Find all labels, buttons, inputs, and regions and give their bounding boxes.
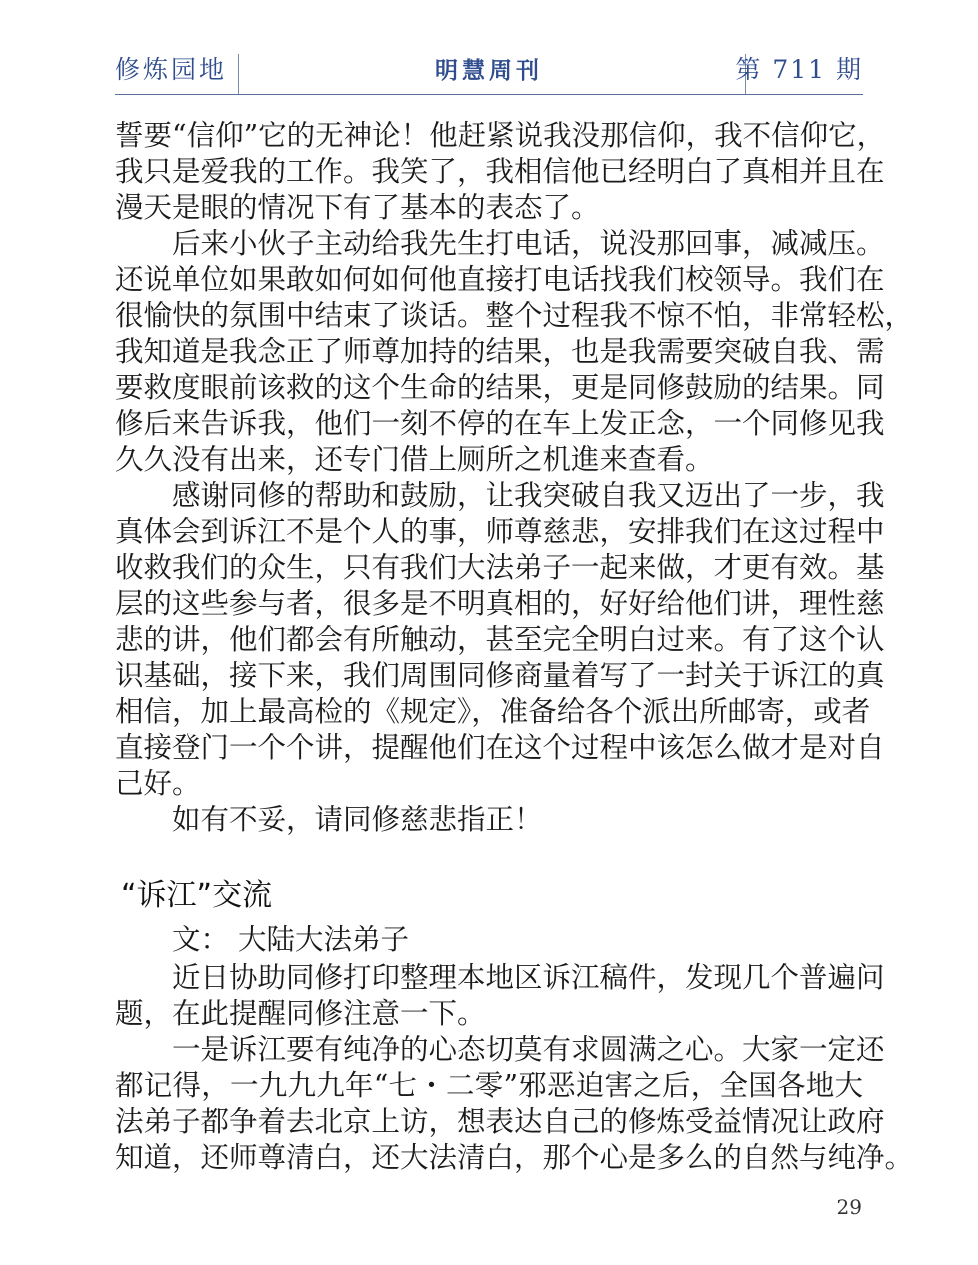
text-line: 久久没有出来，还专门借上厕所之机進来查看。 [115, 443, 714, 476]
page-header [115, 44, 863, 95]
text-line: 己好。 [115, 767, 201, 800]
text-line: 一是诉江要有纯净的心态切莫有求圆满之心。大家一定还 [172, 1033, 885, 1066]
text-line: 识基础，接下来，我们周围同修商量着写了一封关于诉江的真 [115, 659, 885, 692]
text-line: 知道，还师尊清白，还大法清白，那个心是多么的自然与纯净。 [115, 1141, 914, 1174]
text-line: 相信，加上最高检的《规定》，准备给各个派出所邮寄，或者 [115, 695, 871, 728]
text-line: 如有不妥，请同修慈悲指正！ [172, 803, 543, 836]
text-line: 后来小伙子主动给我先生打电话，说没那回事，减减压。 [172, 227, 885, 260]
text-line: 都记得，一九九九年“七・二零”邪恶迫害之后，全国各地大 [115, 1069, 863, 1102]
text-line: 要救度眼前该救的这个生命的结果，更是同修鼓励的结果。同 [115, 371, 885, 404]
section-title: 修炼园地 [115, 55, 228, 84]
text-line: 真体会到诉江不是个人的事，师尊慈悲，安排我们在这过程中 [115, 515, 885, 548]
text-line: 题，在此提醒同修注意一下。 [115, 997, 486, 1030]
text-line: 悲的讲，他们都会有所触动，甚至完全明白过来。有了这个认 [115, 623, 885, 656]
text-line: 近日协助同修打印整理本地区诉江稿件，发现几个普遍问 [172, 961, 885, 994]
issue-number: 第 711 期 [735, 55, 863, 84]
publication-title: 明慧周刊 [435, 57, 543, 84]
text-line: 直接登门一个个讲，提醒他们在这个过程中该怎么做才是对自 [115, 731, 885, 764]
text-line: 我知道是我念正了师尊加持的结果，也是我需要突破自我、需 [115, 335, 885, 368]
text-line: 修后来告诉我，他们一刻不停的在车上发正念，一个同修见我 [115, 407, 885, 440]
text-line: 很愉快的氛围中结束了谈话。整个过程我不惊不怕，非常轻松， [115, 299, 914, 332]
page-number: 29 [836, 1195, 862, 1219]
spacer [115, 838, 863, 872]
text-line: 漫天是眼的情况下有了基本的表态了。 [115, 191, 600, 224]
article-title: “诉江”交流 [121, 878, 273, 913]
text-line: 收救我们的众生，只有我们大法弟子一起来做，才更有效。基 [115, 551, 885, 584]
text-line: 还说单位如果敢如何如何他直接打电话找我们校领导。我们在 [115, 263, 885, 296]
text-line: 层的这些参与者，很多是不明真相的，好好给他们讲，理性慈 [115, 587, 885, 620]
text-line: 感谢同修的帮助和鼓励，让我突破自我又迈出了一步，我 [172, 479, 885, 512]
article-body [115, 118, 914, 1176]
text-line: 我只是爱我的工作。我笑了，我相信他已经明白了真相并且在 [115, 155, 885, 188]
text-line: 法弟子都争着去北京上访，想表达自己的修炼受益情况让政府 [115, 1105, 885, 1138]
text-line: 誓要“信仰”它的无神论！他赶紧说我没那信仰，我不信仰它， [115, 119, 886, 152]
article-byline: 文： 大陆大法弟子 [172, 923, 410, 956]
